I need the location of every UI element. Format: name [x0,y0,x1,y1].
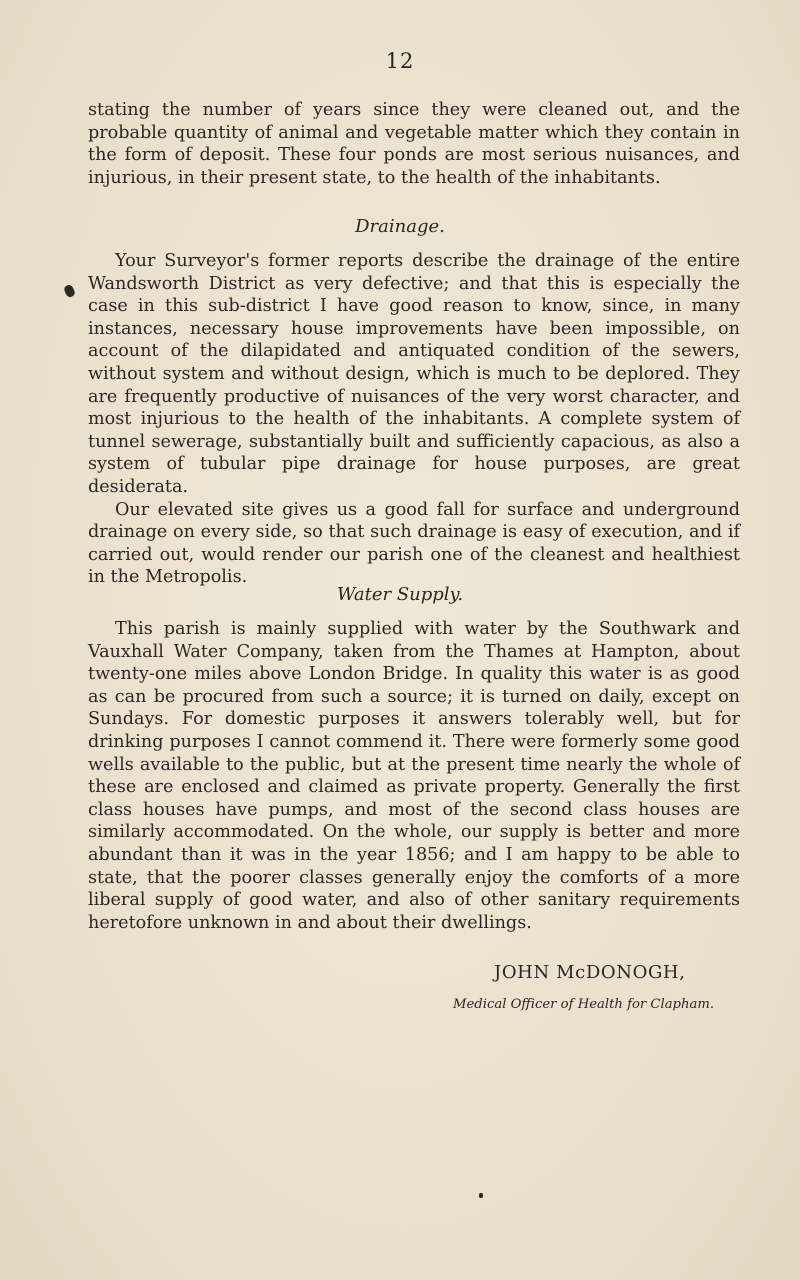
drainage-heading: Drainage. [355,216,445,237]
opening-paragraph: stating the number of years since they were cleaned out, and the probable quantity of animal and vegetable matter which they contain in the form of deposit. These four ponds are most serious nuisances, and injurious, in their present state, to the health of the inhabitants. [88,100,740,188]
signature-name: JOHN McDONOGH, [494,962,686,983]
water-supply-paragraph: This parish is mainly supplied with water by the Southwark and Vauxhall Water Company, taken from the Thames at Hampton, about twenty-one miles above London Bridge. In quality this water is as good as can be procured from such a source; it is turned on daily, except on Sundays. For domestic purposes it answers tolerably well, but for drinking purposes I cannot commend it. There were formerly some good wells available to the public, but at the present time nearly the whole of these are enclosed and claimed as private property. Generally the first class houses have pumps, and most of the second class houses are similarly accommodated. On the whole, our supply is better and more abundant than it was in the year 1856; and I am happy to be able to state, that the poorer classes generally enjoy the comforts of a more liberal supply of good water, and also of other sanitary requirements heretofore unknown in and about their dwellings. [88,619,740,933]
water-supply-section [88,618,740,934]
drainage-section [88,250,740,589]
signature-title: Medical Officer of Health for Clapham. [453,997,715,1012]
page-number: 12 [385,49,415,73]
water-supply-heading: Water Supply. [336,584,464,605]
ink-speck-mark [479,1193,483,1198]
drainage-paragraph-2: Our elevated site gives us a good fall for surface and underground drainage on every side, so that such drainage is easy of execution, and if carried out, would render our parish one of the cleanest and healthiest in the Metropolis. [88,499,740,588]
drainage-paragraph-1: Your Surveyor's former reports describe the drainage of the entire Wandsworth District as very defective; and that this is especially the case in this sub-district I have good reason to know, since, in many instances, necessary house improvements have been impossible, on account of the dilapidated and antiquated condition of the sewers, without system and without design, which is much to be deplored. They are frequently productive of nuisances of the very worst character, and most injurious to the health of the inhabitants. A complete system of tunnel sewerage, substantially built and sufficiently capacious, as also a system of tubular pipe drainage for house purposes, are great desiderata. [88,251,740,497]
opening-text-block [88,99,740,189]
ink-blot-mark [63,284,76,299]
